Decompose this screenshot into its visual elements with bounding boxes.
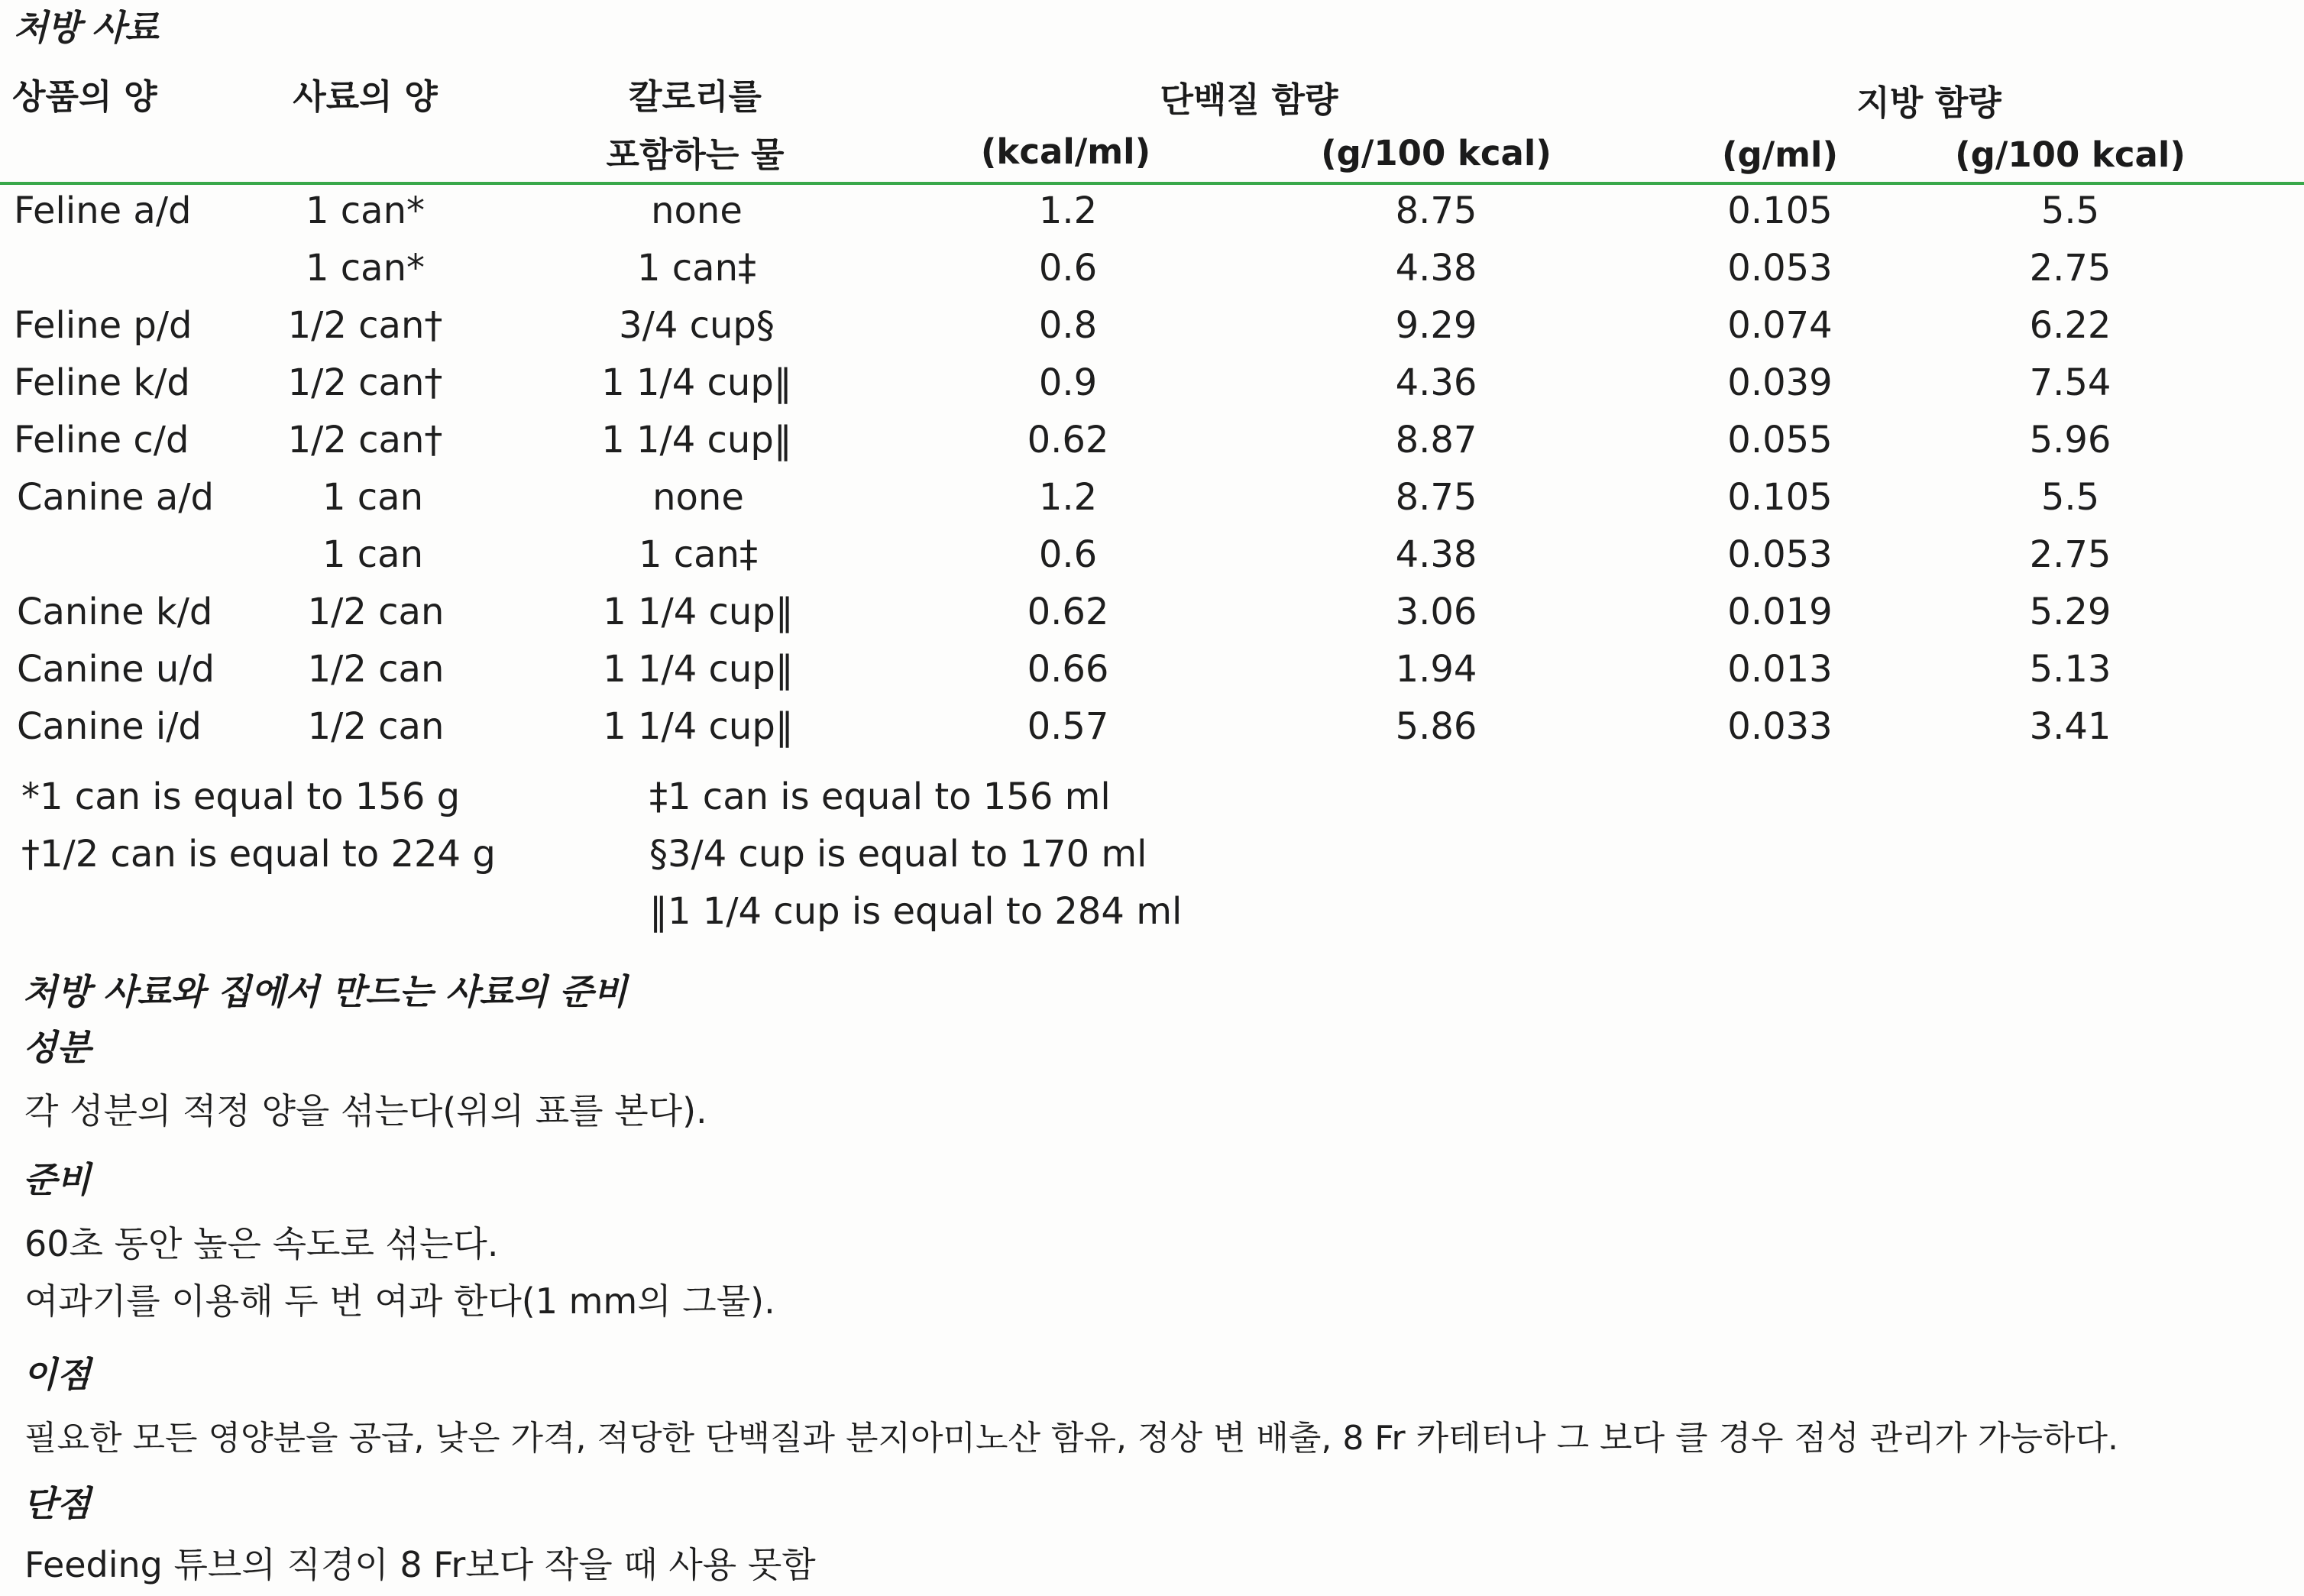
- cell-protein: 8.75: [1395, 189, 1477, 232]
- table-row: [0, 419, 2304, 476]
- cell-amount: 1/2 can†: [287, 419, 443, 461]
- header-kcal-ml: (kcal/ml): [980, 131, 1151, 172]
- header-protein: 단백질 함량: [1160, 79, 1338, 120]
- cell-fat-kcal: 5.5: [2040, 189, 2100, 232]
- cell-fat-ml: 0.074: [1727, 304, 1833, 347]
- cell-water: 1 1/4 cup‖: [603, 591, 794, 633]
- disadvantages-heading: 단점: [23, 1483, 91, 1524]
- cell-fat-kcal: 3.41: [2029, 705, 2111, 748]
- cell-fat-ml: 0.105: [1727, 189, 1833, 232]
- cell-amount: 1 can: [322, 533, 424, 576]
- table-row: [0, 705, 2304, 762]
- cell-product: Feline p/d: [14, 304, 193, 347]
- preparation-heading: 준비: [23, 1159, 91, 1200]
- cell-protein: 4.36: [1395, 361, 1477, 404]
- cell-protein: 3.06: [1395, 591, 1477, 633]
- header-fat-ml-unit: (g/ml): [1721, 134, 1839, 175]
- cell-kcal: 0.57: [1027, 705, 1109, 748]
- cell-protein: 8.87: [1395, 419, 1477, 461]
- footnote-one-quarter-cup: ‖1 1/4 cup is equal to 284 ml: [649, 890, 1183, 933]
- header-food-amount: 사료의 양: [293, 76, 438, 117]
- cell-protein: 4.38: [1395, 533, 1477, 576]
- header-divider: [0, 182, 2304, 185]
- cell-fat-kcal: 5.96: [2029, 419, 2111, 461]
- header-protein-unit: (g/100 kcal): [1321, 133, 1552, 173]
- table-row: [0, 648, 2304, 705]
- cell-kcal: 0.62: [1027, 591, 1109, 633]
- cell-amount: 1/2 can: [307, 591, 445, 633]
- cell-fat-ml: 0.105: [1727, 476, 1833, 519]
- page-title: 처방 사료: [14, 7, 158, 48]
- disadvantages-text: Feeding 튜브의 직경이 8 Fr보다 작을 때 사용 못함: [24, 1544, 816, 1585]
- cell-product: Canine i/d: [17, 705, 202, 748]
- cell-kcal: 1.2: [1038, 189, 1098, 232]
- table-row: [0, 247, 2304, 304]
- advantages-heading: 이점: [23, 1354, 91, 1395]
- header-product: 상품의 양: [12, 76, 157, 117]
- cell-product: Canine a/d: [17, 476, 214, 519]
- table-header: [0, 60, 2304, 182]
- cell-product: Feline k/d: [14, 361, 190, 404]
- ingredients-heading: 성분: [23, 1027, 91, 1068]
- cell-water: 1 1/4 cup‖: [603, 648, 794, 691]
- cell-fat-kcal: 2.75: [2029, 533, 2111, 576]
- cell-protein: 5.86: [1395, 705, 1477, 748]
- cell-product: Feline a/d: [14, 189, 192, 232]
- cell-kcal: 0.62: [1027, 419, 1109, 461]
- footnote-can-weight: *1 can is equal to 156 g: [21, 775, 461, 818]
- table-row: [0, 476, 2304, 533]
- table-row: [0, 361, 2304, 419]
- header-water-line2: 포함하는 물: [606, 134, 785, 175]
- ingredients-text: 각 성분의 적정 양을 섞는다(위의 표를 본다).: [24, 1090, 707, 1131]
- cell-protein: 4.38: [1395, 247, 1477, 290]
- header-fat: 지방 함량: [1856, 83, 2001, 123]
- cell-water: 1 1/4 cup‖: [601, 419, 792, 461]
- cell-kcal: 0.9: [1038, 361, 1098, 404]
- header-water-line1: 칼로리를: [629, 76, 762, 117]
- preparation-line-2: 여과기를 이용해 두 번 여과 한다(1 mm의 그물).: [24, 1280, 775, 1322]
- cell-fat-kcal: 5.5: [2040, 476, 2100, 519]
- cell-water: 1 1/4 cup‖: [601, 361, 792, 404]
- cell-water: 1 can‡: [636, 247, 757, 290]
- cell-amount: 1/2 can: [307, 648, 445, 691]
- cell-kcal: 0.8: [1038, 304, 1098, 347]
- cell-protein: 8.75: [1395, 476, 1477, 519]
- cell-water: 3/4 cup§: [619, 304, 775, 347]
- cell-amount: 1/2 can†: [287, 361, 443, 404]
- cell-kcal: 0.6: [1038, 533, 1098, 576]
- cell-fat-ml: 0.053: [1727, 247, 1833, 290]
- cell-fat-ml: 0.019: [1727, 591, 1833, 633]
- advantages-text: 필요한 모든 영양분을 공급, 낮은 가격, 적당한 단백질과 분지아미노산 함유, 정상 변 배출, 8 Fr 카테터나 그 보다 클 경우 점성 관리가 가능하다.: [24, 1419, 2119, 1458]
- cell-protein: 9.29: [1395, 304, 1477, 347]
- table-row: [0, 304, 2304, 361]
- cell-water: none: [652, 476, 744, 519]
- cell-fat-ml: 0.033: [1727, 705, 1833, 748]
- cell-fat-ml: 0.055: [1727, 419, 1833, 461]
- cell-product: Canine u/d: [17, 648, 215, 691]
- cell-fat-kcal: 6.22: [2029, 304, 2111, 347]
- cell-fat-kcal: 7.54: [2029, 361, 2111, 404]
- cell-fat-kcal: 5.29: [2029, 591, 2111, 633]
- table-row: [0, 189, 2304, 247]
- preparation-section-title: 처방 사료와 집에서 만드는 사료의 준비: [23, 971, 628, 1012]
- footnote-three-quarter-cup: §3/4 cup is equal to 170 ml: [649, 833, 1147, 876]
- cell-fat-kcal: 2.75: [2029, 247, 2111, 290]
- cell-product: Feline c/d: [14, 419, 189, 461]
- cell-water: 1 can‡: [638, 533, 759, 576]
- footnote-can-volume: ‡1 can is equal to 156 ml: [649, 775, 1111, 818]
- cell-kcal: 0.66: [1027, 648, 1109, 691]
- cell-fat-ml: 0.053: [1727, 533, 1833, 576]
- table-row: [0, 533, 2304, 591]
- preparation-line-1: 60초 동안 높은 속도로 섞는다.: [24, 1223, 499, 1264]
- footnote-half-can-weight: †1/2 can is equal to 224 g: [21, 833, 496, 876]
- cell-water: none: [651, 189, 743, 232]
- cell-fat-ml: 0.039: [1727, 361, 1833, 404]
- header-fat-kcal-unit: (g/100 kcal): [1955, 134, 2186, 175]
- cell-amount: 1 can: [322, 476, 424, 519]
- cell-water: 1 1/4 cup‖: [603, 705, 794, 748]
- cell-fat-ml: 0.013: [1727, 648, 1833, 691]
- cell-amount: 1 can*: [305, 189, 426, 232]
- table-row: [0, 591, 2304, 648]
- cell-amount: 1/2 can†: [287, 304, 443, 347]
- cell-amount: 1/2 can: [307, 705, 445, 748]
- cell-product: Canine k/d: [17, 591, 213, 633]
- cell-amount: 1 can*: [305, 247, 426, 290]
- cell-kcal: 0.6: [1038, 247, 1098, 290]
- cell-protein: 1.94: [1395, 648, 1477, 691]
- cell-kcal: 1.2: [1038, 476, 1098, 519]
- cell-fat-kcal: 5.13: [2029, 648, 2111, 691]
